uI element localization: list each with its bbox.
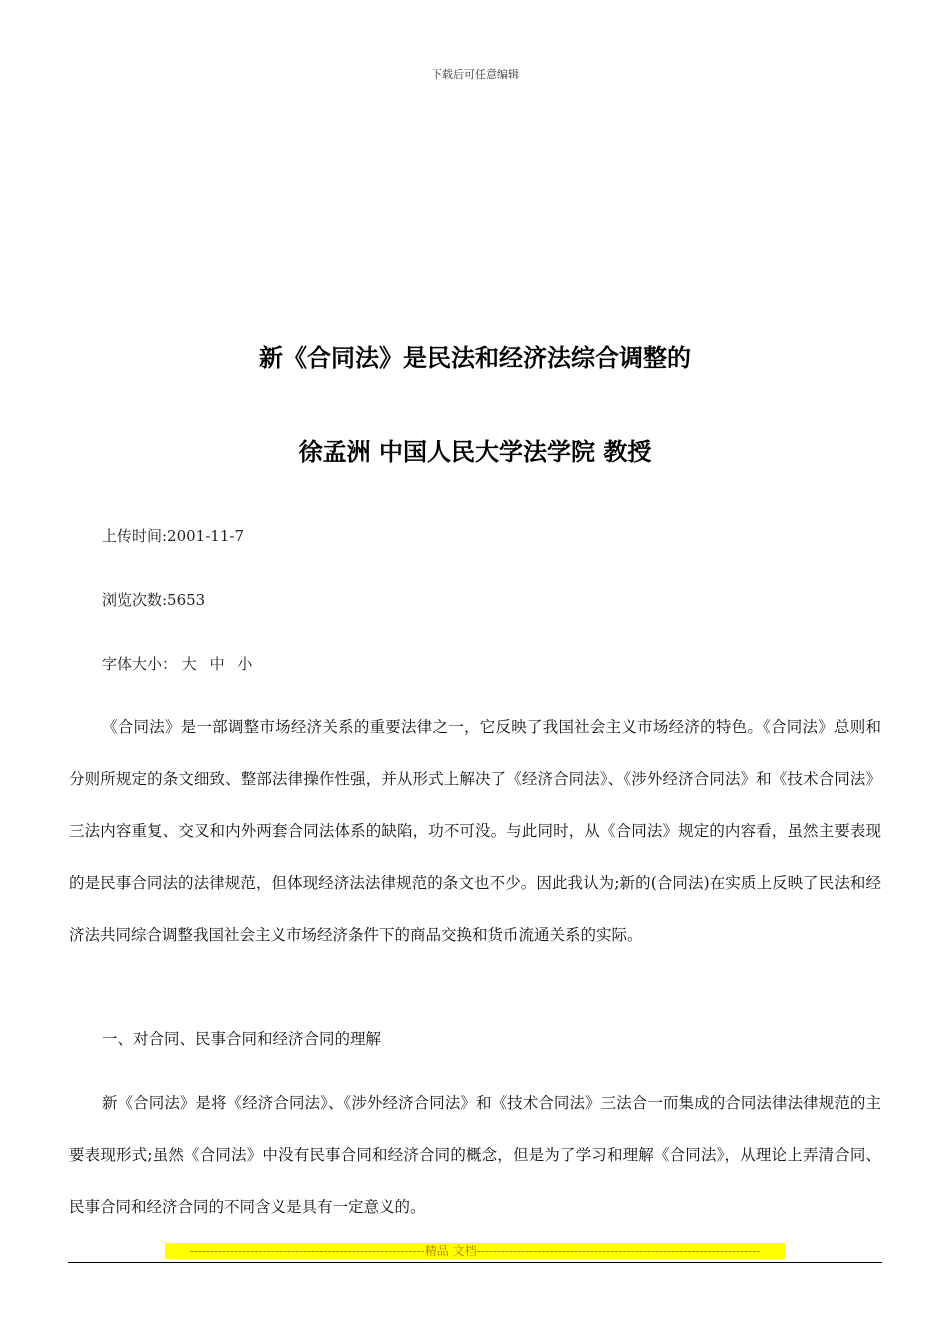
article-title: 新《合同法》是民法和经济法综合调整的 bbox=[259, 344, 691, 372]
upload-time: 上传时间:2001-11-7 bbox=[102, 527, 244, 545]
view-count: 浏览次数:5653 bbox=[102, 591, 206, 609]
font-size-small-link[interactable]: 小 bbox=[237, 655, 253, 673]
font-size-medium-link[interactable]: 中 bbox=[209, 655, 225, 673]
font-size-label: 字体大小： bbox=[102, 655, 178, 673]
body-paragraph: 新《合同法》是将《经济合同法》、《涉外经济合同法》和《技术合同法》三法合一而集成的合同法律法律规范的主要表现形式;虽然《合同法》中没有民事合同和经济合同的概念，但是为了学习和理解《合同法》，从理论上弄清合同、民事合同和经济合同的不同含义是具有一定意义的。 bbox=[69, 1094, 881, 1216]
font-size-large-link[interactable]: 大 bbox=[181, 655, 197, 673]
footer-watermark: ----------------------------------------------------------精品 文档---------------------------------------------------------------------- bbox=[165, 1243, 785, 1259]
author-line: 徐孟洲 中国人民大学法学院 教授 bbox=[298, 438, 652, 466]
section-heading: 一、对合同、民事合同和经济合同的理解 bbox=[102, 1030, 382, 1048]
footer-divider bbox=[68, 1262, 882, 1263]
body-paragraph-intro: 《合同法》是一部调整市场经济关系的重要法律之一，它反映了我国社会主义市场经济的特色。《合同法》总则和分则所规定的条文细致、整部法律操作性强，并从形式上解决了《经济合同法》、《涉外经济合同法》和《技术合同法》三法内容重复、交叉和内外两套合同法体系的缺陷，功不可没。与此同时，从《合同法》规定的内容看，虽然主要表现的是民事合同法的法律规范，但体现经济法法律规范的条文也不少。因此我认为;新的(合同法)在实质上反映了民法和经济法共同综合调整我国社会主义市场经济条件下的商品交换和货币流通关系的实际。 bbox=[69, 718, 881, 944]
font-size-selector bbox=[102, 653, 260, 674]
header-note: 下载后可任意编辑 bbox=[431, 68, 519, 81]
